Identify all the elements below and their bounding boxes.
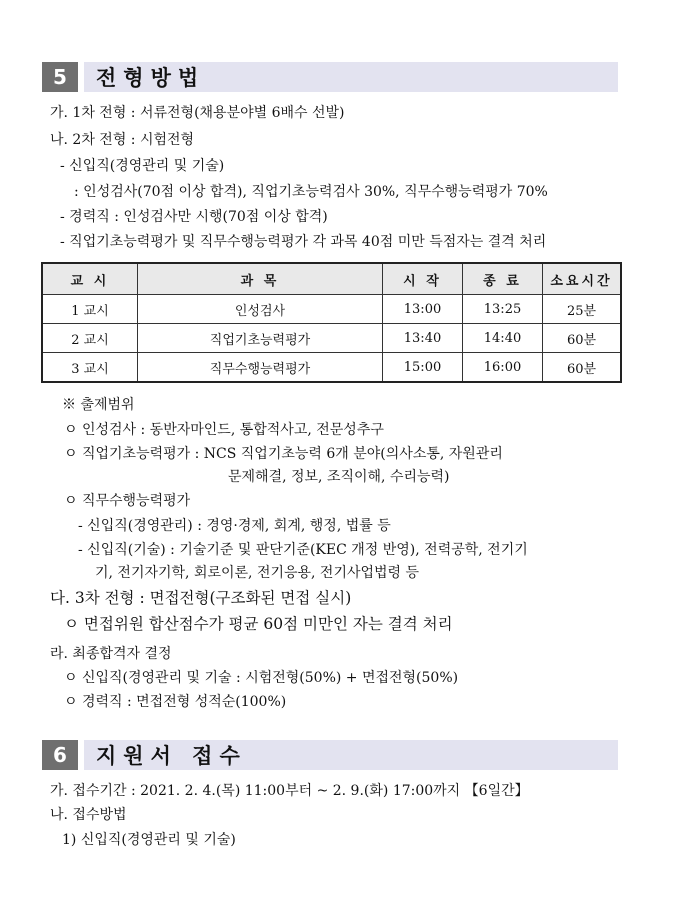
cell-end: 16:00 — [463, 353, 543, 383]
scope-job-technical-cont: 기, 전기자기학, 회로이론, 전기응용, 전기사업법령 등 — [95, 565, 420, 581]
experienced-line: - 경력직 : 인성검사만 시행(70점 이상 합격) — [60, 209, 328, 225]
cell-start: 13:40 — [383, 324, 463, 353]
cell-duration: 60분 — [543, 324, 622, 353]
table-row — [42, 324, 621, 353]
section-6-header — [42, 740, 618, 770]
section-5-header — [42, 62, 618, 92]
scope-job: ㅇ 직무수행능력평가 — [64, 493, 191, 509]
interview-disqualify: ㅇ 면접위원 합산점수가 평균 60점 미만인 자는 결격 처리 — [64, 615, 453, 633]
section-title: 지원서 접수 — [84, 740, 618, 770]
col-period: 교 시 — [42, 263, 138, 295]
stage-2-line: 나. 2차 전형 : 시험전형 — [50, 132, 195, 148]
final-experienced: ㅇ 경력직 : 면접전형 성적순(100%) — [64, 694, 287, 710]
final-heading: 라. 최종합격자 결정 — [50, 646, 172, 662]
exam-schedule-table — [41, 262, 622, 383]
table-row — [42, 353, 621, 383]
new-hire-line: - 신입직(경영관리 및 기술) — [60, 158, 225, 174]
cell-start: 13:00 — [383, 295, 463, 324]
cell-period: 2 교시 — [42, 324, 138, 353]
table-row — [42, 295, 621, 324]
cell-period: 1 교시 — [42, 295, 138, 324]
cell-duration: 25분 — [543, 295, 622, 324]
cell-start: 15:00 — [383, 353, 463, 383]
section-number: 5 — [42, 62, 78, 92]
final-new-hire: ㅇ 신입직(경영관리 및 기술 : 시험전형(50%) + 면접전형(50%) — [64, 670, 459, 686]
cell-end: 14:40 — [463, 324, 543, 353]
section-title: 전형방법 — [84, 62, 618, 92]
col-duration: 소요시간 — [543, 263, 622, 295]
cell-end: 13:25 — [463, 295, 543, 324]
col-start: 시 작 — [383, 263, 463, 295]
cell-period: 3 교시 — [42, 353, 138, 383]
application-new-hire: 1) 신입직(경영관리 및 기술) — [62, 832, 236, 848]
section-number: 6 — [42, 740, 78, 770]
cell-subject: 직업기초능력평가 — [138, 324, 383, 353]
scope-job-management: - 신입직(경영관리) : 경영·경제, 회계, 행정, 법률 등 — [78, 518, 391, 534]
application-method: 나. 접수방법 — [50, 807, 127, 823]
cell-subject: 인성검사 — [138, 295, 383, 324]
scope-personality: ㅇ 인성검사 : 동반자마인드, 통합적사고, 전문성추구 — [64, 422, 384, 438]
col-end: 종 료 — [463, 263, 543, 295]
stage-3-line: 다. 3차 전형 : 면접전형(구조화된 면접 실시) — [50, 589, 352, 607]
scope-ncs-cont: 문제해결, 정보, 조직이해, 수리능력) — [228, 469, 450, 485]
application-period: 가. 접수기간 : 2021. 2. 4.(목) 11:00부터 ~ 2. 9.(화) 17:00까지 【6일간】 — [50, 783, 529, 799]
new-hire-criteria: : 인성검사(70점 이상 합격), 직업기초능력검사 30%, 직무수행능력평가 70% — [74, 184, 548, 200]
scope-job-technical: - 신입직(기술) : 기술기준 및 판단기준(KEC 개정 반영), 전력공학, 전기기 — [78, 542, 528, 558]
scope-ncs: ㅇ 직업기초능력평가 : NCS 직업기초능력 6개 분야(의사소통, 자원관리 — [64, 446, 503, 462]
stage-1-line: 가. 1차 전형 : 서류전형(채용분야별 6배수 선발) — [50, 105, 345, 121]
scope-heading: ※ 출제범위 — [62, 397, 135, 413]
disqualify-line: - 직업기초능력평가 및 직무수행능력평가 각 과목 40점 미만 득점자는 결격 처리 — [60, 234, 547, 250]
cell-subject: 직무수행능력평가 — [138, 353, 383, 383]
cell-duration: 60분 — [543, 353, 622, 383]
col-subject: 과 목 — [138, 263, 383, 295]
table-header-row — [42, 263, 621, 295]
